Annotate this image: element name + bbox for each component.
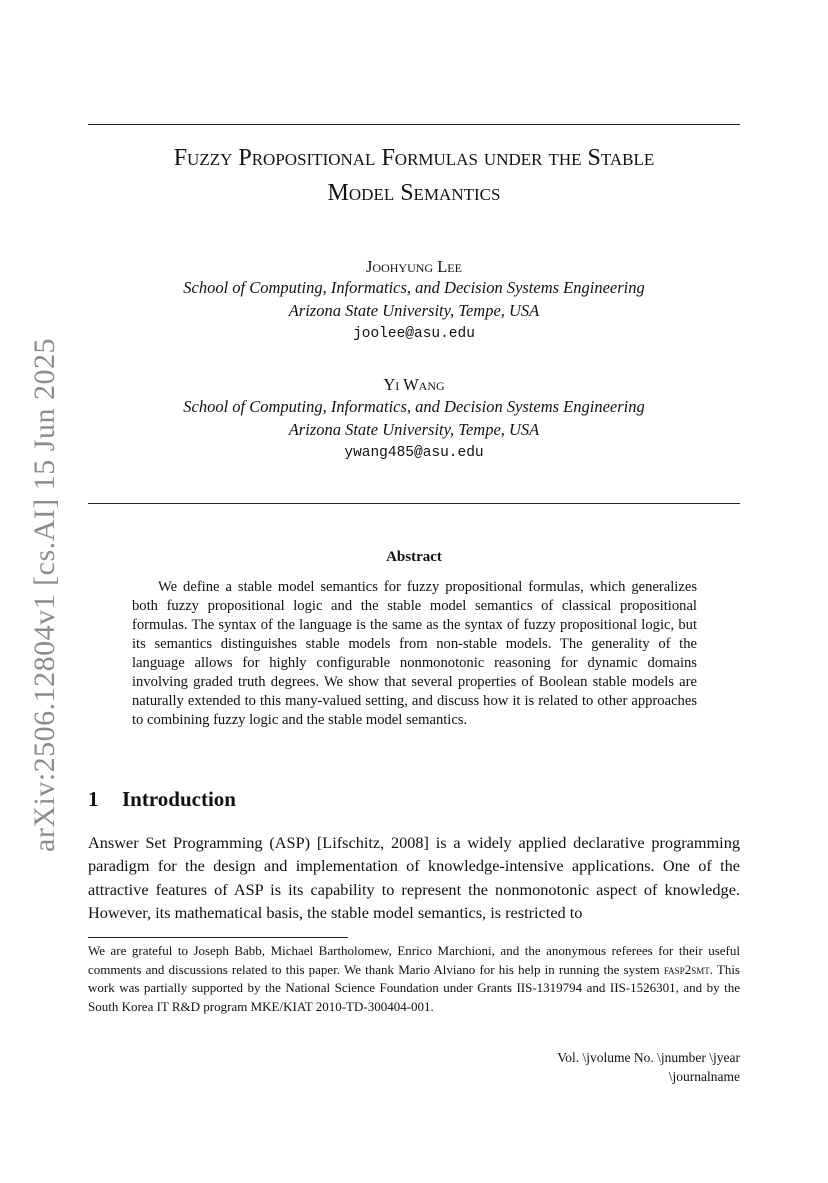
footnote-rule (88, 937, 348, 938)
acknowledgement-footnote (88, 942, 740, 1017)
section-heading (88, 787, 236, 812)
journal-volume-line: Vol. \jvolume No. \jnumber \jyear (557, 1050, 740, 1065)
abstract-heading: Abstract (386, 549, 442, 565)
author-name: Joohyung Lee (366, 257, 462, 276)
section-number: 1 (88, 787, 99, 811)
paper-title-line-1: Fuzzy Propositional Formulas under the Stable (173, 145, 655, 171)
footnote-text-end: . This work was partially supported by the National Science Foundation under Grants IIS-1319794 and IIS-1526301, and by the South Korea IT R&D program MKE/KIAT 2010-TD-300404-001. (88, 961, 740, 1015)
journal-name-line: \journalname (668, 1069, 740, 1084)
paper-title-line-2: Model Semantics (327, 180, 501, 206)
author-affiliation: School of Computing, Informatics, and Decision Systems Engineering (183, 278, 645, 297)
author-email[interactable]: ywang485@asu.edu (344, 445, 484, 461)
arxiv-identifier-stamp (25, 315, 65, 875)
introduction-paragraph: Answer Set Programming (ASP) [Lifschitz, 2008] is a widely applied declarative programming paradigm for the design and implementation of knowledge-intensive applications. One of the attractive features of ASP is its capability to represent the nonmonotonic aspect of knowledge. However, its mathematical basis, the stable model semantics, is restricted to (88, 833, 740, 922)
abstract-body: We define a stable model semantics for fuzzy propositional formulas, which generalizes both fuzzy propositional logic and the stable model semantics of classical propositional formulas. The syntax of the language is the same as the syntax of fuzzy propositional logic, but its semantics distinguishes stable models from non-stable models. The generality of the language allows for highly configurable nonmonotonic reasoning for dynamic domains involving graded truth degrees. We show that several properties of Boolean stable models are naturally extended to this many-valued setting, and discuss how it is related to other approaches to combining fuzzy logic and the stable model semantics. (132, 579, 697, 728)
arxiv-identifier-text: arXiv:2506.12804v1 [cs.AI] 15 Jun 2025 (28, 338, 61, 852)
author-affiliation: School of Computing, Informatics, and Decision Systems Engineering (183, 397, 645, 416)
title-top-rule (88, 124, 740, 125)
system-name: fasp2smt (663, 961, 710, 977)
title-bottom-rule (88, 503, 740, 504)
author-email[interactable]: joolee@asu.edu (353, 326, 475, 342)
author-name: Yi Wang (383, 375, 445, 394)
author-institution: Arizona State University, Tempe, USA (288, 420, 540, 439)
footnote-text-start: We are grateful to Joseph Babb, Michael Bartholomew, Enrico Marchioni, and the anonymous referees for their useful comments and discussions related to this paper. We thank Mario Alviano for his help in running the system (88, 943, 740, 977)
author-institution: Arizona State University, Tempe, USA (288, 301, 540, 320)
section-title: Introduction (122, 787, 236, 811)
